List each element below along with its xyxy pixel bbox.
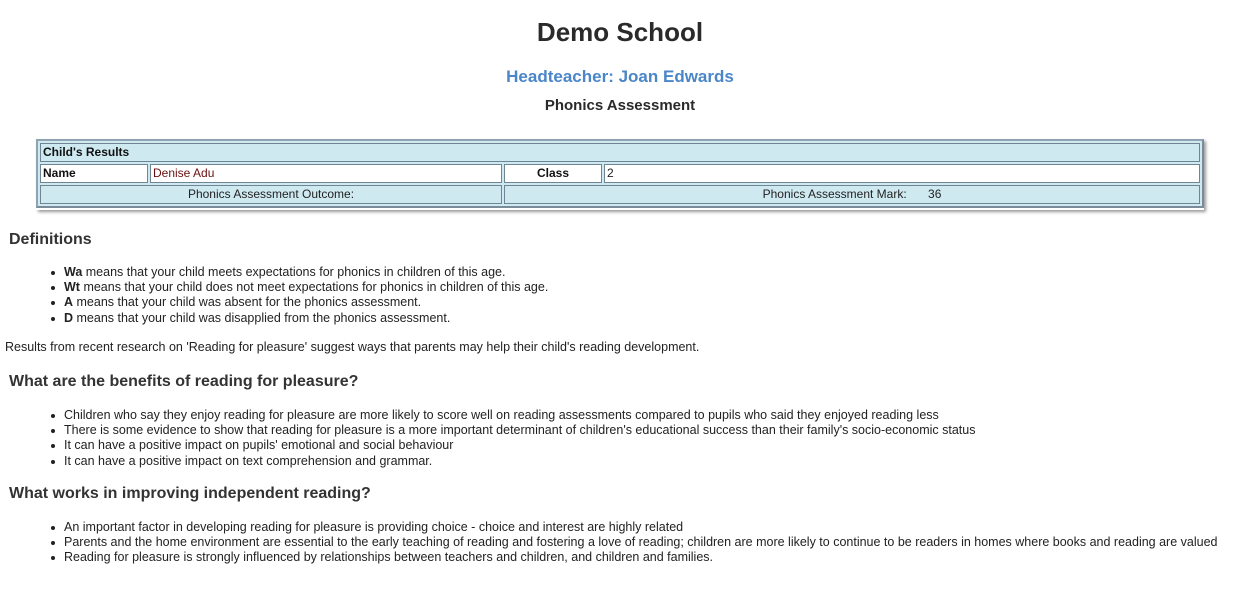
class-label: Class — [504, 164, 602, 183]
definition-term: A — [64, 295, 74, 310]
definition-text: means that your child was absent for the phonics assessment. — [73, 295, 422, 310]
list-item — [64, 295, 1224, 310]
definition-text: means that your child meets expectations for phonics in children of this age. — [82, 265, 506, 279]
list-item: An important factor in developing reading for pleasure is providing choice - choice and interest are highly related — [64, 520, 1224, 535]
list-item — [64, 280, 1224, 295]
mark-label: Phonics Assessment Mark: — [762, 187, 907, 201]
mark-value: 36 — [928, 187, 942, 201]
benefits-heading: What are the benefits of reading for pleasure? — [9, 373, 359, 390]
name-label: Name — [40, 164, 148, 183]
list-item: It can have a positive impact on pupils' emotional and social behaviour — [64, 438, 1224, 453]
definition-term: Wt — [64, 280, 80, 295]
list-item: Reading for pleasure is strongly influenced by relationships between teachers and children, and children and families. — [64, 550, 1224, 565]
definition-term: D — [64, 310, 74, 325]
improving-heading: What works in improving independent reading? — [9, 485, 371, 502]
school-title: Demo School — [536, 17, 704, 47]
definitions-heading: Definitions — [9, 231, 92, 248]
results-table-title: Child's Results — [40, 143, 1200, 162]
mark-cell — [504, 185, 1200, 204]
class-value: 2 — [604, 164, 1200, 183]
definitions-list — [0, 265, 1224, 326]
table-row — [40, 185, 1200, 204]
table-row — [40, 143, 1200, 162]
definition-text: means that your child was disapplied from the phonics assessment. — [73, 310, 451, 325]
list-item: Parents and the home environment are essential to the early teaching of reading and fostering a love of reading; children are more likely to continue to be readers in homes where books and reading are valued — [64, 535, 1224, 550]
list-item — [64, 311, 1224, 326]
list-item — [64, 265, 1224, 280]
research-paragraph: Results from recent research on 'Reading for pleasure' suggest ways that parents may help their child's reading development. — [5, 340, 700, 354]
definition-term: Wa — [64, 265, 83, 279]
results-table-container — [36, 139, 1204, 210]
assessment-title: Phonics Assessment — [544, 97, 696, 114]
improving-list — [0, 520, 1224, 566]
outcome-cell — [40, 185, 502, 204]
headteacher-name: Headteacher: Joan Edwards — [506, 67, 734, 86]
list-item: Children who say they enjoy reading for pleasure are more likely to score well on reading assessments compared to pupils who said they enjoyed reading less — [64, 408, 1224, 423]
outcome-label: Phonics Assessment Outcome: — [187, 187, 355, 201]
benefits-list — [0, 408, 1224, 469]
list-item: It can have a positive impact on text comprehension and grammar. — [64, 454, 1224, 469]
name-value: Denise Adu — [150, 164, 502, 183]
list-item: There is some evidence to show that reading for pleasure is a more important determinant of children's educational success than their family's socio-economic status — [64, 423, 1224, 438]
child-results-table — [36, 139, 1204, 208]
table-row — [40, 164, 1200, 183]
definition-text: means that your child does not meet expectations for phonics in children of this age. — [79, 280, 549, 295]
